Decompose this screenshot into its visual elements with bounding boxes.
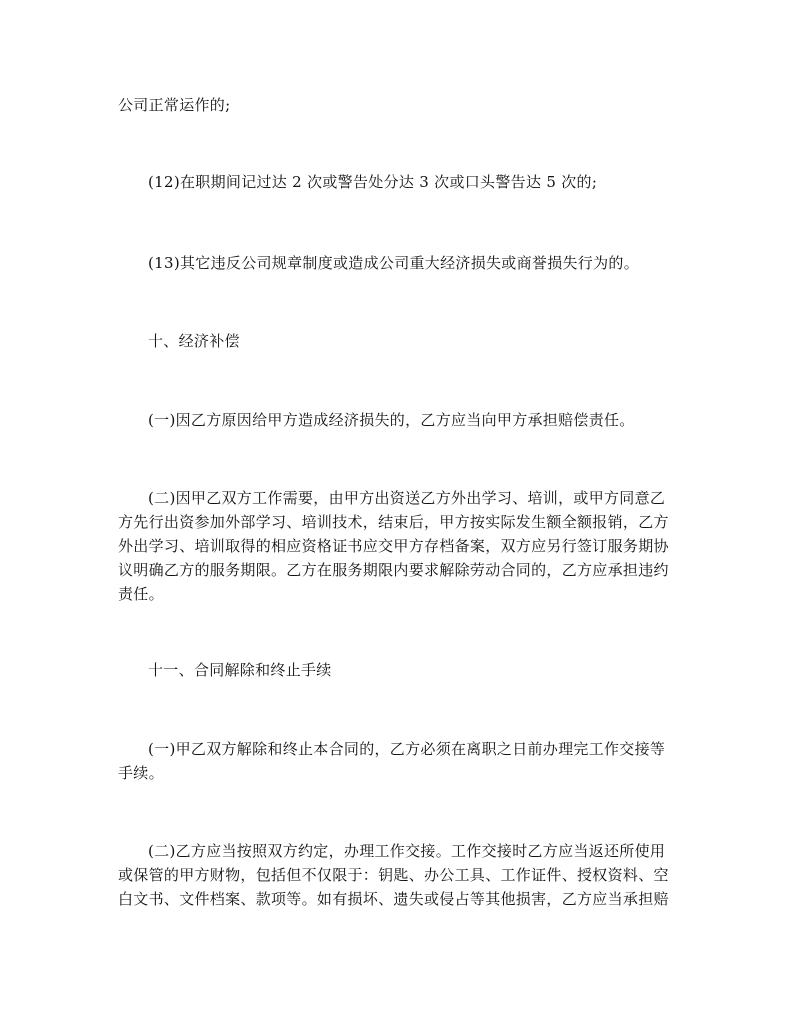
compensation-clause-2-line-5: 责任。 — [118, 585, 164, 603]
clause-12: (12)在职期间记过达 2 次或警告处分达 3 次或口头警告达 5 次的; — [148, 173, 598, 191]
termination-clause-2-line-1: (二)乙方应当按照双方约定，办理工作交接。工作交接时乙方应当返还所使用 — [148, 842, 666, 860]
section-heading-termination-procedures: 十一、合同解除和终止手续 — [148, 661, 332, 679]
section-heading-economic-compensation: 十、经济补偿 — [148, 332, 240, 350]
termination-clause-2-line-3: 白文书、文件档案、款项等。如有损坏、遗失或侵占等其他损害，乙方应当承担赔 — [118, 890, 669, 908]
compensation-clause-2-line-3: 外出学习、培训取得的相应资格证书应交甲方存档备案，双方应另行签订服务期协 — [118, 537, 669, 555]
termination-clause-1-line-1: (一)甲乙双方解除和终止本合同的，乙方必须在离职之日前办理完工作交接等 — [148, 740, 666, 758]
paragraph-continuation: 公司正常运作的; — [118, 96, 231, 114]
clause-13: (13)其它违反公司规章制度或造成公司重大经济损失或商誉损失行为的。 — [148, 254, 639, 272]
compensation-clause-2-line-2: 方先行出资参加外部学习、培训技术，结束后，甲方按实际发生额全额报销，乙方 — [118, 513, 669, 531]
compensation-clause-2-line-4: 议明确乙方的服务期限。乙方在服务期限内要求解除劳动合同的，乙方应承担违约 — [118, 561, 669, 579]
compensation-clause-1: (一)因乙方原因给甲方造成经济损失的，乙方应当向甲方承担赔偿责任。 — [148, 411, 635, 429]
termination-clause-2-line-2: 或保管的甲方财物，包括但不仅限于：钥匙、办公工具、工作证件、授权资料、空 — [118, 866, 669, 884]
compensation-clause-2-line-1: (二)因甲乙双方工作需要，由甲方出资送乙方外出学习、培训，或甲方同意乙 — [148, 489, 666, 507]
termination-clause-1-line-2: 手续。 — [118, 764, 164, 782]
